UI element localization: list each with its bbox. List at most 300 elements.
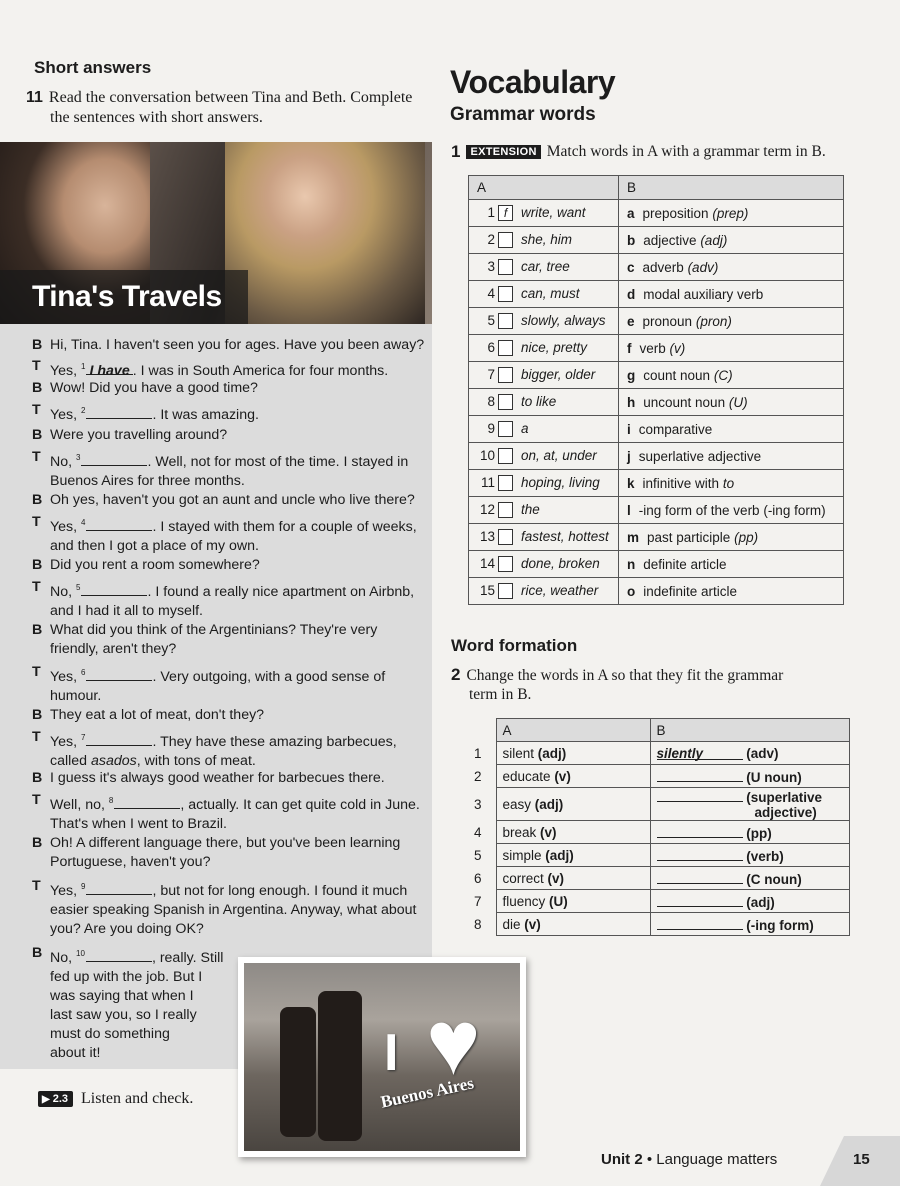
base-word: fluency — [502, 893, 546, 909]
speaker-initial: B — [32, 337, 43, 353]
table-row — [469, 362, 844, 389]
italic-term: asados — [91, 753, 137, 769]
unit-topic: Language matters — [656, 1151, 778, 1168]
line-text — [32, 944, 232, 1063]
speaker-initial: B — [32, 427, 43, 443]
target-term-continued: adjective) — [754, 805, 817, 820]
page-number: 15 — [853, 1151, 870, 1168]
sentence-end: . Well, not for most of the time. I stayed in — [147, 454, 409, 470]
table-row — [469, 443, 844, 470]
word-class-tag: (v) — [554, 768, 571, 784]
gap-number: 3 — [76, 453, 81, 462]
item-number: 3 — [474, 796, 482, 812]
sentence-start: Well, no, — [50, 797, 109, 813]
grammar-abbreviation: (pron) — [695, 313, 732, 329]
column-b-cell — [619, 416, 844, 443]
target-term: (adj) — [746, 894, 775, 910]
conversation-line — [32, 448, 432, 491]
column-a-cell — [496, 765, 650, 788]
example-words: rice, weather — [521, 582, 599, 598]
option-letter: h — [627, 394, 636, 410]
answer-box[interactable] — [498, 421, 513, 437]
sentence-continuation: about it! — [50, 1045, 101, 1061]
sentence-continuation: friendly, aren't they? — [50, 641, 177, 657]
word-class-tag: (adj) — [545, 847, 574, 863]
speaker-initial: T — [32, 664, 41, 680]
option-letter: e — [627, 313, 635, 329]
option-letter: k — [627, 475, 635, 491]
grammar-term: comparative — [638, 421, 713, 437]
example-words: the — [521, 501, 540, 517]
gap-number: 1 — [81, 362, 86, 371]
item-number: 2 — [487, 231, 495, 247]
option-letter: f — [627, 340, 632, 356]
answer-blank[interactable] — [657, 768, 743, 782]
word-class-tag: (adj) — [537, 745, 567, 761]
answer-blank[interactable]: silently — [657, 746, 743, 760]
table-row — [469, 281, 844, 308]
option-letter: l — [627, 502, 631, 518]
sentence: Hi, Tina. I haven't seen you for ages. Have you been away? — [50, 337, 425, 353]
example-words: slowly, always — [521, 312, 606, 328]
item-number: 9 — [487, 420, 495, 436]
column-b-cell — [619, 308, 844, 335]
item-number: 3 — [487, 258, 495, 274]
speaker-initial: B — [32, 707, 43, 723]
column-a-cell — [469, 200, 619, 227]
conversation-line — [32, 706, 432, 725]
conversation-line — [32, 401, 432, 425]
sentence: Oh! A different language there, but you've been learning — [50, 835, 401, 851]
line-text — [32, 706, 432, 725]
column-b-cell — [619, 200, 844, 227]
table-row — [468, 844, 850, 867]
i-letter: I — [384, 1024, 399, 1082]
table-row — [469, 524, 844, 551]
answer-box[interactable] — [498, 502, 513, 518]
item-number: 1 — [474, 745, 482, 761]
grammar-abbreviation: (prep) — [712, 205, 749, 221]
table-row — [469, 389, 844, 416]
instruction-text: Match words in A with a grammar term in B. — [546, 143, 826, 160]
example-words: can, must — [521, 285, 580, 301]
gap-number: 6 — [81, 668, 86, 677]
exercise-2-instruction — [451, 665, 841, 704]
sentence-end: , really. Still — [151, 950, 224, 966]
table-row — [469, 416, 844, 443]
grammar-term: superlative adjective — [638, 448, 762, 464]
audio-instruction: Listen and check. — [81, 1090, 194, 1107]
answer-box[interactable] — [498, 286, 513, 302]
sentence-continuation: last saw you, so I really — [50, 1007, 197, 1023]
grammar-term: verb — [639, 340, 666, 356]
example-words: bigger, older — [521, 366, 596, 382]
answer-blank[interactable] — [657, 847, 743, 861]
column-b-cell — [650, 867, 850, 890]
example-words: car, tree — [521, 258, 570, 274]
example-words: hoping, living — [521, 474, 600, 490]
conversation-line — [32, 426, 432, 445]
dancer-figure — [318, 991, 362, 1141]
grammar-abbreviation: (pp) — [734, 529, 759, 545]
answer-box[interactable] — [498, 367, 513, 383]
column-a-cell — [469, 416, 619, 443]
base-word: educate — [502, 768, 551, 784]
line-text — [32, 556, 432, 575]
conversation-line — [32, 663, 432, 706]
speaker-initial: B — [32, 770, 43, 786]
sentence-start: No, — [50, 454, 77, 470]
table-row — [469, 497, 844, 524]
word-class-tag: (adj) — [534, 796, 564, 812]
column-b-cell — [619, 335, 844, 362]
photo-title-banner: Tina's Travels — [0, 270, 248, 324]
column-a-cell — [469, 227, 619, 254]
option-letter: j — [627, 448, 631, 464]
item-number: 6 — [474, 870, 482, 886]
option-letter: g — [627, 367, 636, 383]
sentence-end: , but not for long enough. I found it much — [152, 883, 408, 899]
instruction-line-2: term in B. — [469, 686, 532, 703]
sentence-continuation: and then I got a place of my own. — [50, 538, 260, 554]
option-letter: o — [627, 583, 636, 599]
example-words: done, broken — [521, 555, 600, 571]
grammar-term: uncount noun — [643, 394, 726, 410]
answer-box[interactable] — [498, 394, 513, 410]
heart-icon: ♥ — [426, 992, 481, 1094]
column-b-cell — [619, 254, 844, 281]
grammar-term: pronoun — [642, 313, 693, 329]
column-b-cell — [619, 227, 844, 254]
sentence: I guess it's always good weather for barbecues there. — [50, 770, 385, 786]
conversation-line — [32, 728, 432, 771]
sentence-end: . I was in South America for four months. — [132, 363, 389, 379]
column-a-cell — [469, 254, 619, 281]
answer-box[interactable] — [498, 475, 513, 491]
column-b-cell — [619, 551, 844, 578]
item-number: 14 — [479, 555, 495, 571]
answer-blank[interactable] — [81, 453, 147, 466]
answer-box[interactable] — [498, 448, 513, 464]
example-words: she, him — [521, 231, 573, 247]
answer-box[interactable] — [498, 313, 513, 329]
base-word: silent — [502, 745, 535, 761]
item-number: 12 — [479, 501, 495, 517]
audio-track[interactable] — [38, 1090, 193, 1108]
answer-box[interactable] — [498, 583, 513, 599]
answer-blank[interactable] — [86, 733, 152, 746]
line-text — [32, 877, 432, 939]
grammar-matching-table — [468, 175, 844, 605]
answer-blank[interactable] — [657, 916, 743, 930]
sentence: Were you travelling around? — [50, 427, 228, 443]
answer-box[interactable] — [498, 340, 513, 356]
answer-blank[interactable] — [114, 796, 180, 809]
short-answers-heading: Short answers — [34, 58, 152, 77]
sentence-continuation: fed up with the job. But I — [50, 969, 203, 985]
option-letter: a — [627, 205, 635, 221]
target-term: (C noun) — [746, 871, 802, 887]
audio-badge[interactable] — [38, 1091, 73, 1107]
grammar-term: modal auxiliary verb — [643, 286, 764, 302]
sentence-start: Yes, — [50, 407, 82, 423]
tinas-travels-photo — [0, 142, 432, 324]
sentence-continuation: That's when I went to Brazil. — [50, 816, 227, 832]
conversation-line — [32, 877, 432, 939]
gap-number: 9 — [81, 882, 86, 891]
answer-example[interactable]: I have — [86, 362, 132, 375]
photo-person-tina — [225, 142, 425, 324]
word-formation-title: Word formation — [451, 636, 578, 655]
target-term: (adv) — [746, 745, 779, 761]
speaker-initial: T — [32, 402, 41, 418]
exercise-number: 1 — [451, 142, 461, 161]
sentence-end: , actually. It can get quite cold in June. — [180, 797, 420, 813]
answer-blank[interactable] — [657, 870, 743, 884]
column-a-cell — [469, 335, 619, 362]
sentence-start: No, — [50, 950, 77, 966]
answer-blank[interactable] — [81, 583, 147, 596]
section-title: Vocabulary — [450, 64, 616, 100]
example-words: to like — [521, 393, 557, 409]
column-a-cell — [496, 742, 650, 765]
unit-label: Unit 2 — [601, 1151, 643, 1168]
line-text — [32, 578, 432, 621]
option-letter: m — [627, 529, 640, 545]
answer-box[interactable] — [498, 556, 513, 572]
sentence: Oh yes, haven't you got an aunt and uncle who live there? — [50, 492, 415, 508]
column-b-cell — [650, 765, 850, 788]
sentence-continuation: Buenos Aires for three months. — [50, 473, 245, 489]
column-a-cell — [496, 788, 650, 821]
example-words: fastest, hottest — [521, 528, 609, 544]
column-b-cell — [619, 443, 844, 470]
conversation-line — [32, 791, 432, 834]
gap-number: 2 — [81, 406, 86, 415]
answer-blank[interactable] — [657, 824, 743, 838]
grammar-abbreviation: (v) — [669, 340, 686, 356]
column-a-cell — [469, 551, 619, 578]
exercise-number: 11 — [26, 89, 43, 106]
answer-box[interactable]: f — [498, 205, 513, 221]
grammar-term: past participle — [647, 529, 731, 545]
speaker-initial: T — [32, 792, 41, 808]
table-row — [468, 867, 850, 890]
conversation-line — [32, 944, 232, 1063]
column-a-cell — [496, 867, 650, 890]
item-number: 5 — [474, 847, 482, 863]
sentence-start: Yes, — [50, 669, 82, 685]
grammar-abbreviation: (C) — [713, 367, 733, 383]
sentence-continuation: must do something — [50, 1026, 170, 1042]
column-a-cell — [469, 497, 619, 524]
column-a-cell — [496, 890, 650, 913]
page-footer — [601, 1151, 777, 1168]
option-letter: i — [627, 421, 631, 437]
conversation-line — [32, 578, 432, 621]
grammar-abbreviation: (U) — [728, 394, 748, 410]
column-a-cell — [469, 470, 619, 497]
table-row — [469, 335, 844, 362]
speaker-initial: T — [32, 729, 41, 745]
base-word: easy — [502, 796, 532, 812]
answer-blank[interactable] — [86, 882, 152, 895]
sentence-start: Yes, — [50, 734, 82, 750]
sentence: Wow! Did you have a good time? — [50, 380, 258, 396]
table-header-row — [469, 176, 844, 200]
table-row — [469, 227, 844, 254]
line-text — [32, 379, 432, 398]
answer-blank[interactable] — [86, 668, 152, 681]
instruction-line-1: Read the conversation between Tina and Beth. Complete — [48, 89, 413, 106]
subsection-title: Grammar words — [450, 104, 596, 125]
speaker-initial: B — [32, 380, 43, 396]
table-row — [468, 788, 850, 821]
table-row — [468, 890, 850, 913]
sentence-continuation: you? Are you doing OK? — [50, 921, 204, 937]
sentence-continuation: easier speaking Spanish in Argentina. Anyway, what about — [50, 902, 417, 918]
table-row — [469, 308, 844, 335]
sentence-start: No, — [50, 584, 77, 600]
sentence-end: . Very outgoing, with a good sense of — [152, 669, 386, 685]
column-a-cell — [469, 443, 619, 470]
answer-blank[interactable] — [657, 893, 743, 907]
word-class-tag: (v) — [547, 870, 565, 886]
item-number: 4 — [487, 285, 495, 301]
column-a-cell — [496, 821, 650, 844]
column-a-header: A — [469, 176, 619, 200]
column-b-cell — [619, 497, 844, 524]
table-row — [469, 578, 844, 605]
item-number: 8 — [474, 916, 482, 932]
instruction-line-2: the sentences with short answers. — [50, 109, 263, 126]
example-words: a — [521, 420, 529, 436]
answer-blank[interactable] — [86, 518, 152, 531]
speaker-initial: T — [32, 358, 41, 374]
option-letter: d — [627, 286, 636, 302]
sentence-start: Yes, — [50, 363, 82, 379]
item-number: 2 — [474, 768, 482, 784]
table-row — [469, 470, 844, 497]
option-letter: c — [627, 259, 635, 275]
option-letter: n — [627, 556, 636, 572]
answer-box[interactable] — [498, 259, 513, 275]
item-number: 10 — [479, 447, 495, 463]
speaker-initial: B — [32, 835, 43, 851]
column-a-cell — [469, 281, 619, 308]
speaker-initial: T — [32, 878, 41, 894]
city-caption: Buenos Aires — [378, 1073, 476, 1112]
sentence-continuation: humour. — [50, 688, 102, 704]
base-word: correct — [502, 870, 544, 886]
table-header-row — [468, 719, 850, 742]
dancer-figure — [280, 1007, 316, 1137]
answer-blank[interactable] — [86, 406, 152, 419]
line-text — [32, 491, 432, 510]
base-word: die — [502, 916, 521, 932]
grammar-abbreviation: (adv) — [687, 259, 719, 275]
option-letter: b — [627, 232, 636, 248]
sentence-continuation: was saying that when I — [50, 988, 194, 1004]
column-a-cell — [469, 362, 619, 389]
grammar-term: adverb — [642, 259, 684, 275]
answer-blank[interactable] — [86, 949, 152, 962]
grammar-term: count noun — [643, 367, 711, 383]
example-words: on, at, under — [521, 447, 597, 463]
table-row — [469, 200, 844, 227]
sentence-end: . They have these amazing barbecues, — [152, 734, 397, 750]
conversation-line — [32, 336, 432, 355]
column-b-header: B — [650, 719, 850, 742]
gap-number: 5 — [76, 583, 81, 592]
sentence-continuation: , with tons of meat. — [136, 753, 256, 769]
conversation-line — [32, 357, 432, 381]
target-term: (verb) — [746, 848, 784, 864]
sentence-end: . I found a really nice apartment on Airbnb, — [147, 584, 415, 600]
item-number: 6 — [487, 339, 495, 355]
column-b-cell — [650, 788, 850, 821]
answer-box[interactable] — [498, 529, 513, 545]
gap-number: 10 — [76, 949, 85, 958]
grammar-abbreviation: to — [722, 475, 735, 491]
column-b-cell — [650, 821, 850, 844]
example-words: nice, pretty — [521, 339, 588, 355]
table-row — [468, 821, 850, 844]
item-number: 4 — [474, 824, 482, 840]
word-class-tag: (v) — [540, 824, 557, 840]
grammar-term: indefinite article — [643, 583, 738, 599]
word-class-tag: (v) — [524, 916, 541, 932]
word-formation-table — [468, 718, 850, 936]
column-b-header: B — [619, 176, 844, 200]
gap-number: 7 — [81, 733, 86, 742]
conversation-line — [32, 513, 432, 556]
sentence-continuation: called — [50, 753, 92, 769]
conversation-line — [32, 769, 432, 788]
sentence-continuation: Portuguese, haven't you? — [50, 854, 211, 870]
answer-box[interactable] — [498, 232, 513, 248]
answer-blank[interactable] — [657, 788, 743, 802]
speaker-icon: ▶ — [42, 1093, 50, 1105]
column-a-cell — [469, 308, 619, 335]
column-b-cell — [650, 742, 850, 765]
speaker-initial: T — [32, 579, 41, 595]
column-b-cell — [619, 281, 844, 308]
conversation-line — [32, 379, 432, 398]
word-class-tag: (U) — [549, 893, 568, 909]
sentence-start: Yes, — [50, 519, 82, 535]
item-number: 1 — [487, 204, 495, 220]
base-word: break — [502, 824, 537, 840]
example-words: write, want — [521, 204, 586, 220]
conversation-line — [32, 834, 432, 872]
target-term: (pp) — [746, 825, 772, 841]
conversation-line — [32, 556, 432, 575]
conversation-line — [32, 621, 432, 659]
grammar-term: definite article — [643, 556, 727, 572]
audio-track-number: 2.3 — [52, 1093, 68, 1105]
table-row — [468, 765, 850, 788]
column-b-cell — [619, 524, 844, 551]
sentence: Did you rent a room somewhere? — [50, 557, 260, 573]
gap-number: 8 — [108, 796, 114, 805]
line-text — [32, 401, 432, 425]
grammar-term: -ing form of the verb (-ing form) — [638, 502, 826, 518]
target-term: (-ing form) — [746, 917, 814, 933]
exercise-number: 2 — [451, 665, 461, 684]
line-text — [32, 728, 432, 771]
table-row — [469, 551, 844, 578]
